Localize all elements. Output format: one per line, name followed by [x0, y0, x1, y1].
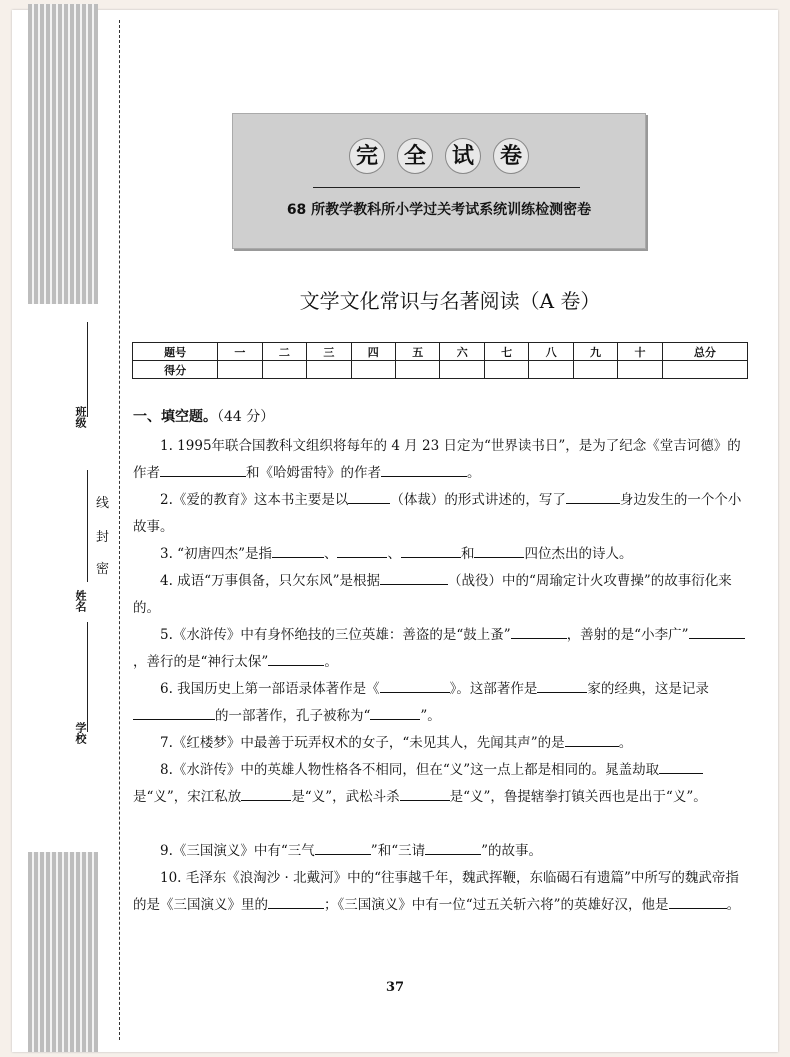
score-table-header-row: [133, 343, 748, 361]
answer-blank[interactable]: [401, 543, 461, 558]
school-line: [87, 622, 88, 732]
question-text: 》。这部著作是: [449, 681, 538, 697]
banner-title-char: 全: [397, 138, 433, 174]
answer-blank[interactable]: [669, 894, 727, 909]
answer-blank[interactable]: [337, 543, 387, 558]
score-cell[interactable]: [218, 361, 262, 379]
question-text: 10. 毛泽东《浪淘沙 · 北戴河》中的“往事越千年，魏武挥鞭，东临碣石有遗篇”中所写的魏武帝指的是《三国演义》里的: [133, 870, 739, 913]
question-text: 4. 成语“万事俱备，只欠东风”是根据: [160, 573, 380, 589]
answer-blank[interactable]: [272, 543, 324, 558]
score-cell[interactable]: [396, 361, 440, 379]
answer-blank[interactable]: [537, 678, 587, 693]
question-text: 四位杰出的诗人。: [524, 546, 633, 562]
binding-stripes-bottom: [28, 852, 98, 1052]
header-cell: 五: [396, 343, 440, 361]
question-text: ”和“三请: [370, 843, 426, 859]
question-text: 。: [467, 465, 481, 481]
question-text: 是“义”，宋江私放: [133, 789, 242, 805]
question-5: [133, 622, 751, 676]
answer-blank[interactable]: [425, 840, 481, 855]
header-cell: 八: [529, 343, 573, 361]
page-number: 37: [385, 980, 405, 995]
answer-blank[interactable]: [474, 543, 524, 558]
question-text: 7.《红楼梦》中最善于玩弄权术的女子，“未见其人，先闻其声”的是: [160, 735, 565, 751]
answer-blank[interactable]: [380, 570, 448, 585]
question-text: 9.《三国演义》中有“三气: [160, 843, 315, 859]
question-text: ，善射的是“小李广”: [566, 627, 689, 643]
seal-char-xian: 线: [96, 490, 109, 513]
question-text: 和: [460, 546, 475, 562]
answer-blank[interactable]: [381, 462, 467, 477]
answer-blank[interactable]: [133, 705, 215, 720]
question-text: （战役）中的“周瑜定计火攻曹操”的故事衍化来的。: [133, 573, 732, 616]
header-cell: 总分: [662, 343, 747, 361]
question-text: 1. 1995年联合国教科文组织将每年的 4 月 23 日定为“世界读书日”，是为了纪念《堂吉诃德》的作者: [133, 438, 741, 481]
question-text: 5.《水浒传》中有身怀绝技的三位英雄：善盗的是“鼓上蚤”: [160, 627, 511, 643]
banner-title: [233, 138, 645, 174]
score-cell[interactable]: [662, 361, 747, 379]
school-label: 学校: [74, 722, 87, 744]
name-label: 姓名: [74, 590, 87, 612]
score-cell[interactable]: [529, 361, 573, 379]
header-cell: 二: [262, 343, 306, 361]
question-text: ”。: [420, 708, 441, 724]
banner-title-char: 试: [445, 138, 481, 174]
header-cell: 四: [351, 343, 395, 361]
question-text: 3. “初唐四杰”是指: [160, 546, 272, 562]
seal-char-mi: 密: [96, 556, 109, 579]
binding-stripes-top: [28, 4, 98, 304]
question-4: [133, 568, 751, 622]
answer-blank[interactable]: [511, 624, 567, 639]
header-cell: 三: [307, 343, 351, 361]
score-cell[interactable]: [484, 361, 528, 379]
question-text: 、: [387, 546, 401, 562]
class-line: [87, 322, 88, 417]
question-text: 的一部著作，孔子被称为“: [215, 708, 371, 724]
question-2: [133, 487, 751, 541]
score-table: [132, 342, 748, 379]
section-points: （44 分）: [217, 409, 275, 425]
score-cell[interactable]: [440, 361, 484, 379]
answer-blank[interactable]: [689, 624, 745, 639]
banner-subtitle: 68 所教学教科所小学过关考试系统训练检测密卷: [286, 202, 592, 218]
header-cell: 一: [218, 343, 262, 361]
question-9: [133, 838, 751, 865]
score-cell[interactable]: [307, 361, 351, 379]
score-cell[interactable]: [262, 361, 306, 379]
question-text: 。: [618, 735, 633, 751]
answer-blank[interactable]: [348, 489, 390, 504]
question-8: [133, 757, 751, 811]
answer-blank[interactable]: [380, 678, 450, 693]
answer-blank[interactable]: [315, 840, 371, 855]
question-text: 。: [324, 654, 338, 670]
header-cell: 题号: [133, 343, 218, 361]
score-cell[interactable]: [573, 361, 617, 379]
document-title: 文学文化常识与名著阅读（A 卷）: [299, 289, 601, 313]
question-text: 6. 我国历史上第一部语录体著作是《: [160, 681, 380, 697]
answer-blank[interactable]: [160, 462, 246, 477]
binding-dashed-line: [119, 20, 120, 1040]
question-3: [133, 541, 751, 568]
header-cell: 十: [618, 343, 662, 361]
title-banner: [232, 113, 646, 249]
score-cell[interactable]: [351, 361, 395, 379]
banner-title-char: 卷: [493, 138, 529, 174]
question-text: 、: [323, 546, 338, 562]
question-text: 8.《水浒传》中的英雄人物性格各不相同，但在“义”这一点上都是相同的。晁盖劫取: [160, 762, 660, 778]
header-cell: 六: [440, 343, 484, 361]
question-7: [133, 730, 751, 757]
question-text: ；《三国演义》中有一位“过五关斩六将”的英雄好汉，他是: [324, 897, 669, 913]
banner-title-char: 完: [349, 138, 385, 174]
question-6: [133, 676, 751, 730]
name-line: [87, 470, 88, 582]
question-text: 2.《爱的教育》这本书主要是以: [160, 492, 349, 508]
header-cell: 九: [573, 343, 617, 361]
question-text: （体裁）的形式讲述的，写了: [390, 492, 566, 508]
answer-blank[interactable]: [566, 489, 620, 504]
answer-blank[interactable]: [268, 894, 324, 909]
answer-blank[interactable]: [241, 786, 291, 801]
section-title: 一、填空题。: [133, 409, 217, 425]
score-row-label: 得分: [133, 361, 218, 379]
class-label: 班级: [74, 406, 87, 428]
section-heading: [133, 406, 274, 426]
score-table-score-row: [133, 361, 748, 379]
question-text: 。: [726, 897, 741, 913]
question-text: 身边发生的一个个小故事。: [133, 492, 742, 535]
seal-char-feng: 封: [96, 524, 109, 547]
question-10: [133, 865, 751, 919]
answer-blank[interactable]: [400, 786, 450, 801]
answer-blank[interactable]: [268, 651, 324, 666]
question-text: 和《哈姆雷特》的作者: [246, 465, 381, 481]
banner-rule: [313, 187, 580, 188]
question-text: ”的故事。: [481, 843, 543, 859]
score-cell[interactable]: [618, 361, 662, 379]
question-text: 是“义”，鲁提辖拳打镇关西也是出于“义”。: [449, 789, 707, 805]
question-text: ，善行的是“神行太保”: [133, 654, 269, 670]
answer-blank[interactable]: [370, 705, 420, 720]
question-text: 家的经典，这是记录: [587, 681, 709, 697]
answer-blank[interactable]: [565, 732, 619, 747]
header-cell: 七: [484, 343, 528, 361]
question-text: 是“义”，武松斗杀: [291, 789, 400, 805]
question-1: [133, 433, 751, 487]
answer-blank[interactable]: [659, 759, 703, 774]
